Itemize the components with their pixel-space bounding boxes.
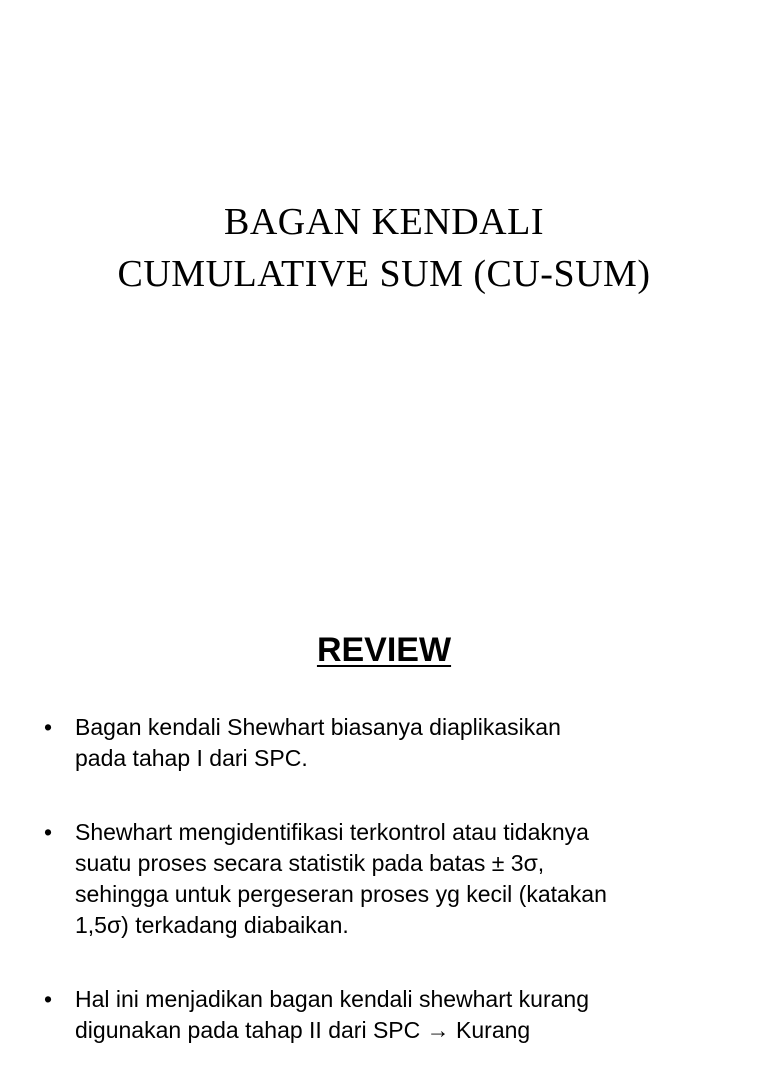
review-slide: [0, 576, 768, 1043]
bullet-2-line-1: Shewhart mengidentifikasi terkontrol atau tidaknya: [75, 819, 589, 845]
title-line-1: BAGAN KENDALI: [224, 201, 544, 243]
slide-title: [0, 196, 768, 300]
bullet-dot-icon: •: [44, 714, 53, 740]
bullet-1-line-1: Bagan kendali Shewhart biasanya diaplikasikan: [75, 714, 561, 740]
bullet-2-line-4: 1,5σ) terkadang diabaikan.: [75, 912, 349, 938]
bullet-2-line-3: sehingga untuk pergeseran proses yg kecil (katakan: [75, 881, 607, 907]
bullet-dot-icon: •: [44, 986, 53, 1012]
title-line-2: CUMULATIVE SUM (CU-SUM): [117, 253, 651, 295]
review-heading: REVIEW: [316, 631, 452, 669]
bullet-item-1: [44, 712, 734, 774]
bullet-3-line-2: digunakan pada tahap II dari SPC → Kurang: [75, 1017, 531, 1043]
bullet-2-line-2: suatu proses secara statistik pada batas ± 3σ,: [75, 850, 545, 876]
bullet-item-2: [44, 817, 734, 941]
bullet-item-3: [44, 984, 734, 1046]
bullet-1-line-2: pada tahap I dari SPC.: [75, 745, 308, 771]
bullet-3-line-1: Hal ini menjadikan bagan kendali shewhart kurang: [75, 986, 589, 1012]
bullet-dot-icon: •: [44, 819, 53, 845]
bullet-list: [44, 712, 734, 1089]
